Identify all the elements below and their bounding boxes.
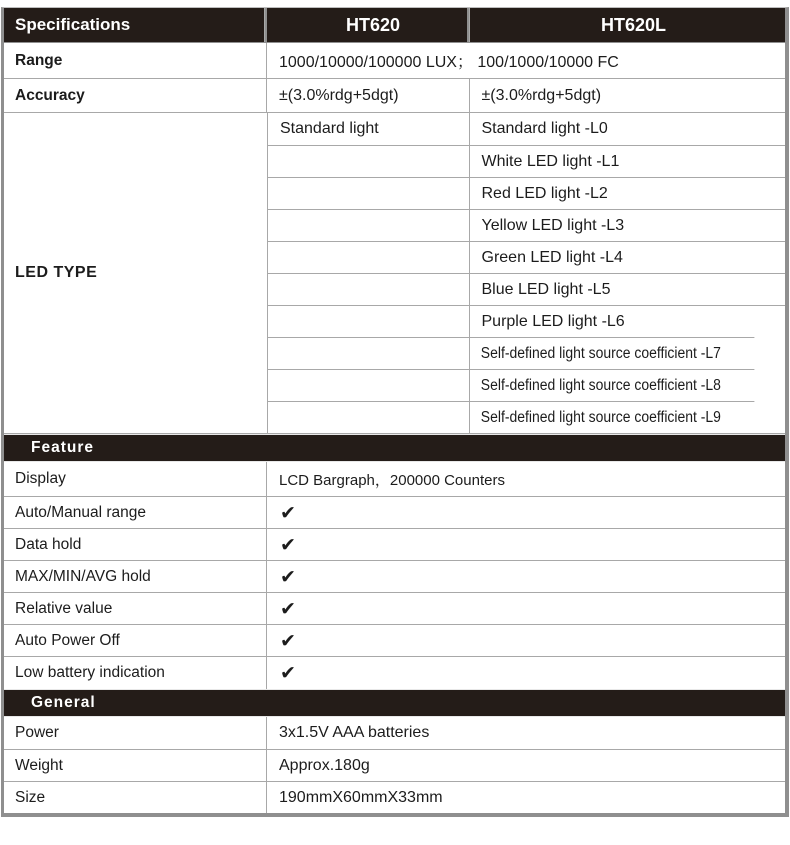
row-relative-value bbox=[4, 593, 785, 625]
led-type-ht620-column bbox=[267, 113, 469, 433]
led-ht620-empty bbox=[268, 273, 469, 305]
led-ht620l-l7: Self-defined light source coefficient -L7 bbox=[470, 337, 754, 369]
weight-value: Approx.180g bbox=[279, 756, 370, 774]
row-max-min-avg-hold bbox=[4, 561, 785, 593]
auto-manual-range-label: Auto/Manual range bbox=[4, 497, 267, 528]
max-min-avg-hold-label: MAX/MIN/AVG hold bbox=[4, 561, 267, 592]
led-ht620l-l0: Standard light -L0 bbox=[481, 120, 608, 137]
low-battery-indication-check: ✔ bbox=[280, 662, 296, 684]
led-ht620l-l2: Red LED light -L2 bbox=[470, 177, 786, 209]
power-value: 3x1.5V AAA batteries bbox=[279, 724, 430, 741]
row-accuracy bbox=[4, 79, 785, 113]
row-weight bbox=[4, 750, 785, 782]
table-header-row bbox=[4, 8, 785, 43]
row-power bbox=[4, 717, 785, 750]
row-low-battery-indication bbox=[4, 657, 785, 689]
led-type-block bbox=[4, 113, 785, 434]
power-label: Power bbox=[4, 717, 267, 749]
max-min-avg-hold-check: ✔ bbox=[280, 565, 296, 588]
row-size bbox=[4, 782, 785, 813]
led-ht620-empty bbox=[268, 369, 469, 401]
led-ht620l-l3: Yellow LED light -L3 bbox=[470, 209, 786, 241]
accuracy-label: Accuracy bbox=[4, 79, 267, 112]
header-ht620l: HT620L bbox=[469, 8, 785, 42]
led-ht620-empty bbox=[268, 305, 469, 337]
led-ht620-empty bbox=[268, 241, 469, 273]
section-bar-feature: Feature bbox=[4, 434, 785, 462]
low-battery-indication-label: Low battery indication bbox=[4, 657, 267, 689]
row-auto-manual-range bbox=[4, 497, 785, 529]
led-ht620l-l9: Self-defined light source coefficient -L9 bbox=[470, 401, 754, 433]
display-label: Display bbox=[4, 462, 267, 496]
range-value: 1000/10000/100000 LUX； 100/1000/10000 FC bbox=[279, 54, 619, 71]
row-range bbox=[4, 43, 785, 79]
auto-manual-range-check: ✔ bbox=[280, 501, 296, 524]
header-specifications: Specifications bbox=[4, 8, 265, 42]
header-ht620: HT620 bbox=[267, 8, 467, 42]
auto-power-off-check: ✔ bbox=[280, 629, 296, 652]
row-data-hold bbox=[4, 529, 785, 561]
accuracy-ht620: ±(3.0%rdg+5dgt) bbox=[279, 86, 399, 104]
led-type-ht620l-column bbox=[469, 113, 786, 433]
row-display bbox=[4, 462, 785, 497]
led-ht620-standard-light: Standard light bbox=[280, 120, 379, 137]
relative-value-label: Relative value bbox=[4, 593, 267, 624]
accuracy-ht620l: ±(3.0%rdg+5dgt) bbox=[469, 79, 786, 112]
led-ht620-empty bbox=[268, 145, 469, 177]
section-bar-general: General bbox=[4, 689, 785, 717]
relative-value-check: ✔ bbox=[280, 597, 296, 620]
size-label: Size bbox=[4, 782, 267, 813]
led-ht620l-l8: Self-defined light source coefficient -L8 bbox=[470, 369, 754, 401]
auto-power-off-label: Auto Power Off bbox=[4, 625, 267, 656]
data-hold-label: Data hold bbox=[4, 529, 267, 560]
weight-label: Weight bbox=[4, 750, 267, 781]
specifications-table bbox=[1, 7, 789, 817]
size-value: 190mmX60mmX33mm bbox=[279, 788, 443, 806]
led-type-label: LED TYPE bbox=[15, 264, 98, 281]
led-ht620-empty bbox=[268, 209, 469, 241]
led-ht620-empty bbox=[268, 337, 469, 369]
led-ht620-empty bbox=[268, 401, 469, 433]
led-ht620l-l1: White LED light -L1 bbox=[470, 145, 786, 177]
display-value: LCD Bargraph，200000 Counters bbox=[279, 471, 505, 489]
range-label: Range bbox=[4, 43, 267, 78]
led-ht620-empty bbox=[268, 177, 469, 209]
row-auto-power-off bbox=[4, 625, 785, 657]
data-hold-check: ✔ bbox=[280, 533, 296, 556]
led-ht620l-l5: Blue LED light -L5 bbox=[470, 273, 786, 305]
led-ht620l-l4: Green LED light -L4 bbox=[470, 241, 786, 273]
led-ht620l-l6: Purple LED light -L6 bbox=[470, 305, 786, 337]
